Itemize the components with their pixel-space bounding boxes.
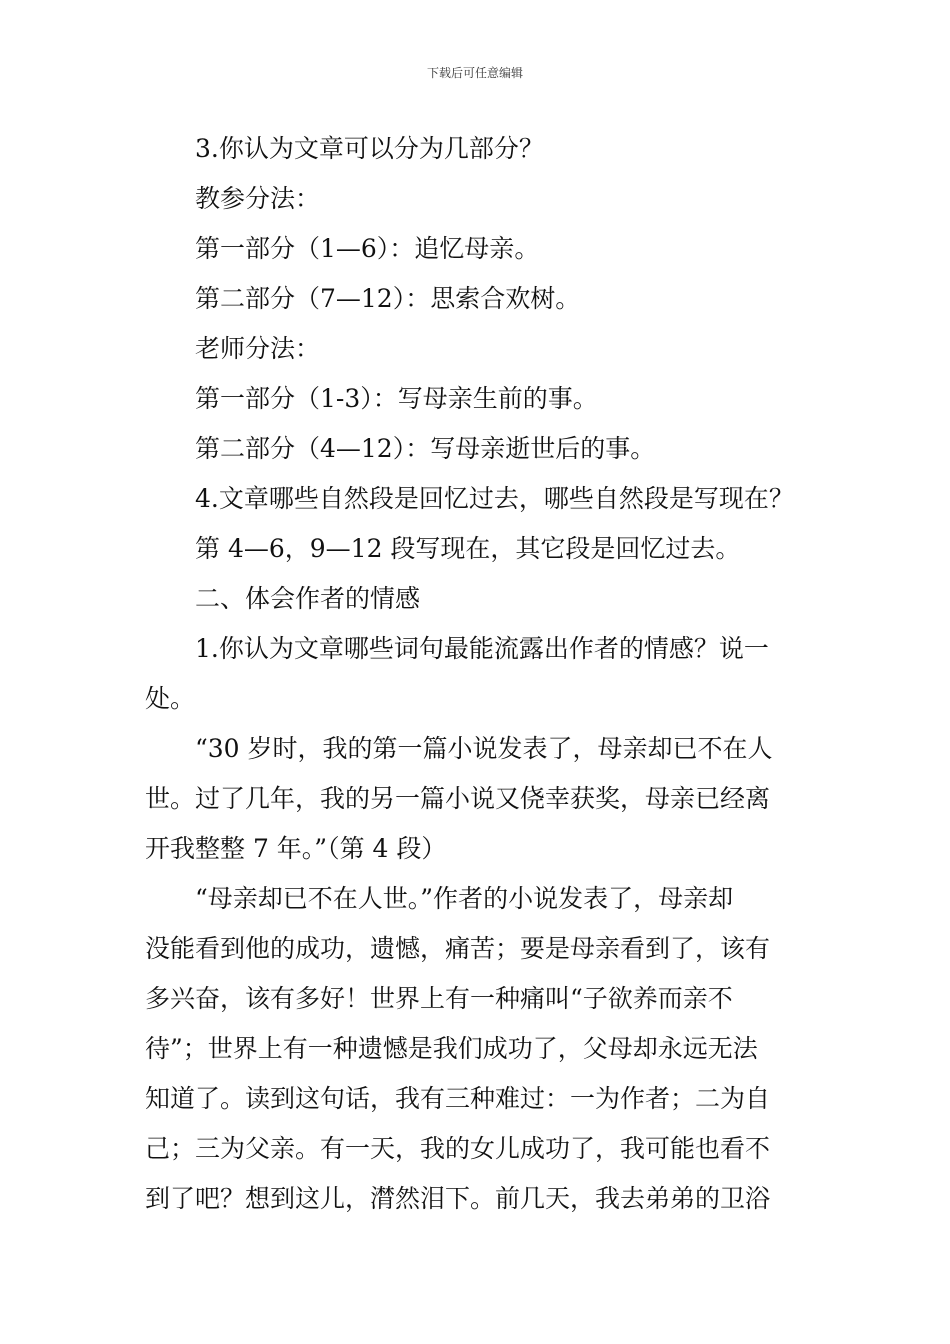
analysis-line-6: 己；三为父亲。有一天，我的女儿成功了，我可能也看不	[145, 1134, 771, 1163]
teacher-division-heading: 老师分法：	[195, 334, 321, 363]
quote-line-3: 开我整整 7 年。”（第 4 段）	[145, 834, 447, 863]
analysis-line-1: “母亲却已不在人世。”作者的小说发表了，母亲却	[195, 884, 734, 913]
document-body	[145, 124, 809, 1224]
question-1-line-2: 处。	[145, 684, 196, 713]
section-heading-emotion: 二、体会作者的情感	[195, 584, 421, 613]
answer-4: 第 4—6，9—12 段写现在，其它段是回忆过去。	[195, 534, 741, 563]
analysis-line-7: 到了吧？想到这儿，潸然泪下。前几天，我去弟弟的卫浴	[145, 1184, 771, 1213]
textbook-part-1: 第一部分（1—6）：追忆母亲。	[195, 234, 540, 263]
analysis-line-2: 没能看到他的成功，遗憾，痛苦；要是母亲看到了，该有	[145, 934, 771, 963]
page-header-note: 下载后可任意编辑	[426, 66, 523, 80]
question-4: 4.文章哪些自然段是回忆过去，哪些自然段是写现在？	[195, 484, 794, 513]
question-1-line-1: 1.你认为文章哪些词句最能流露出作者的情感？说一	[195, 634, 769, 663]
textbook-division-heading: 教参分法：	[195, 184, 321, 213]
question-3: 3.你认为文章可以分为几部分？	[195, 134, 544, 163]
teacher-part-1: 第一部分（1-3）：写母亲生前的事。	[195, 384, 598, 413]
teacher-part-2: 第二部分（4—12）：写母亲逝世后的事。	[195, 434, 656, 463]
analysis-line-5: 知道了。读到这句话，我有三种难过：一为作者；二为自	[145, 1084, 771, 1113]
quote-line-2: 世。过了几年，我的另一篇小说又侥幸获奖，母亲已经离	[145, 784, 771, 813]
analysis-line-3: 多兴奋，该有多好！世界上有一种痛叫“子欲养而亲不	[145, 984, 733, 1013]
textbook-part-2: 第二部分（7—12）：思索合欢树。	[195, 284, 581, 313]
quote-line-1: “30 岁时，我的第一篇小说发表了，母亲却已不在人	[195, 734, 773, 763]
analysis-line-4: 待”；世界上有一种遗憾是我们成功了，父母却永远无法	[145, 1034, 758, 1063]
